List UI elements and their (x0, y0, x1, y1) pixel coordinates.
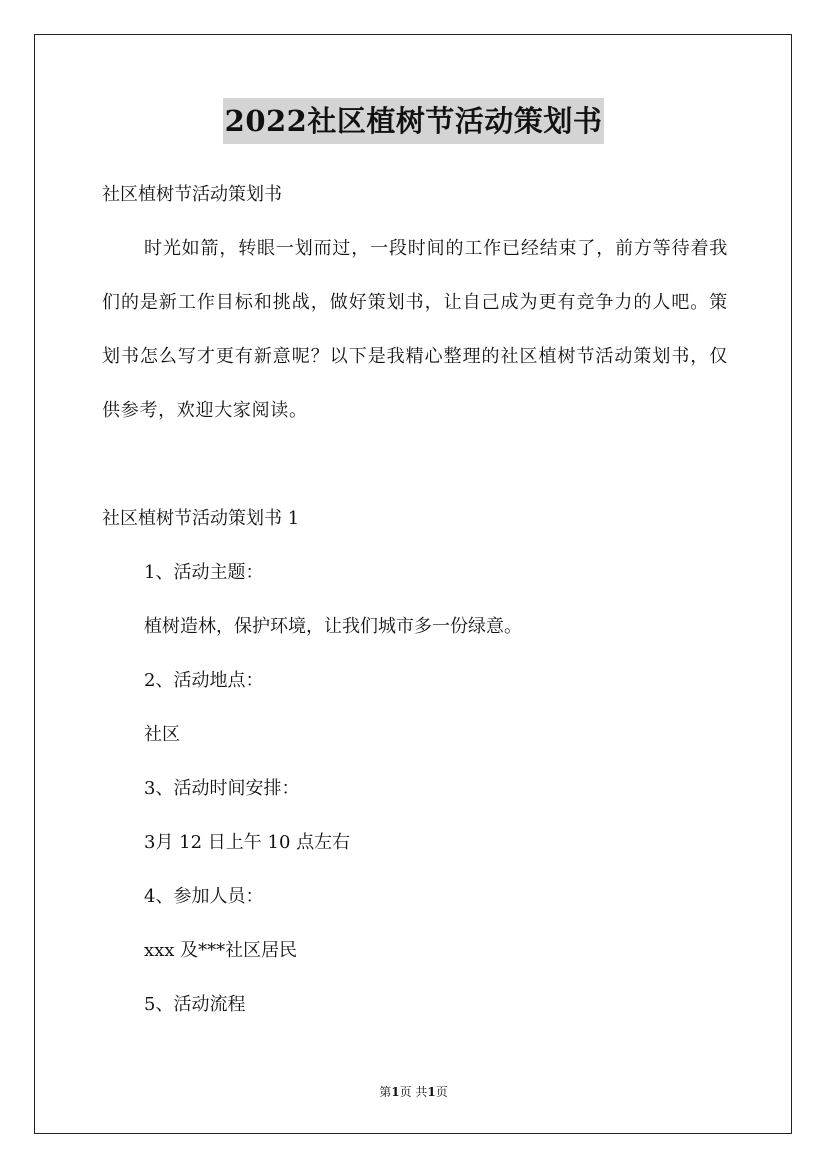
page-footer (0, 1084, 827, 1100)
intro-paragraph: 时光如箭，转眼一划而过，一段时间的工作已经结束了，前方等待着我们的是新工作目标和挑战，做好策划书，让自己成为更有竞争力的人吧。策划书怎么写才更有新意呢？以下是我精心整理的社区植树节活动策划书，仅供参考，欢迎大家阅读。 (102, 238, 728, 421)
list-item: 植树造林，保护环境，让我们城市多一份绿意。 (144, 616, 522, 637)
footer-page-current: 1 (391, 1085, 400, 1099)
list-item: 4、参加人员： (144, 886, 264, 907)
footer-prefix: 第 (379, 1085, 392, 1099)
footer-mid: 页 共 (399, 1085, 428, 1099)
list-item: xxx 及***社区居民 (144, 940, 298, 961)
document-title: 2022社区植树节活动策划书 (223, 98, 605, 144)
list-item: 1、活动主题： (144, 562, 264, 583)
document-subtitle: 社区植树节活动策划书 (102, 184, 282, 205)
footer-page-total: 1 (427, 1085, 436, 1099)
list-item: 社区 (144, 724, 180, 745)
footer-suffix: 页 (435, 1085, 448, 1099)
title-block (0, 98, 827, 144)
list-item: 3、活动时间安排： (144, 778, 300, 799)
section-heading: 社区植树节活动策划书 1 (102, 508, 300, 529)
list-item: 2、活动地点： (144, 670, 264, 691)
list-item: 5、活动流程 (144, 994, 246, 1015)
list-item: 3月 12 日上午 10 点左右 (144, 832, 351, 853)
